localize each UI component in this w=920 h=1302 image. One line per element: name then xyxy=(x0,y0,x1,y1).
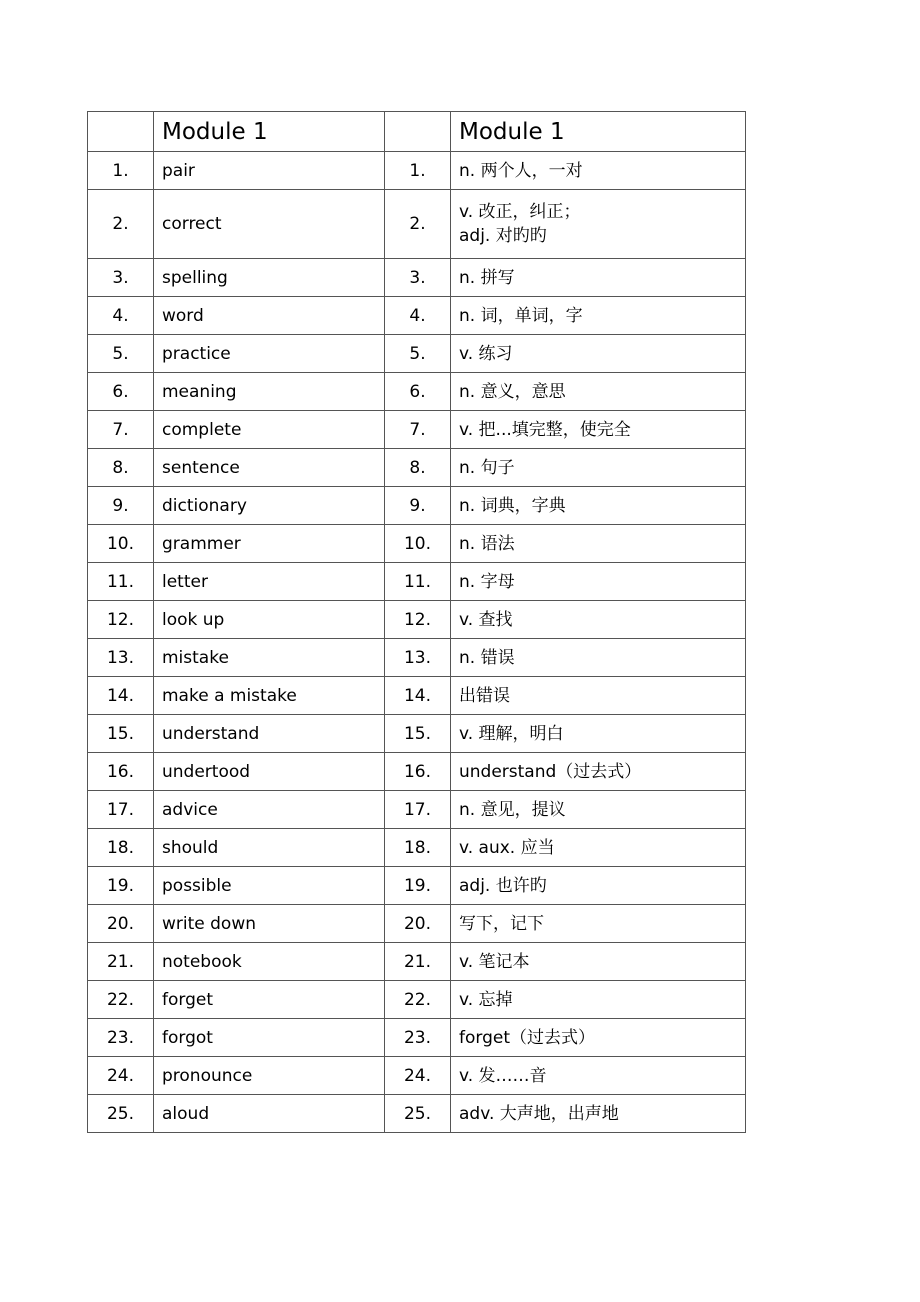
row-number: 24. xyxy=(88,1057,154,1095)
row-number: 24. xyxy=(385,1057,451,1095)
table-row xyxy=(88,905,746,943)
table-row xyxy=(88,1095,746,1133)
chinese-definition xyxy=(451,715,746,753)
definition-line: v. 练习 xyxy=(459,343,513,364)
english-word: letter xyxy=(154,563,385,601)
table-row xyxy=(88,525,746,563)
row-number: 9. xyxy=(88,487,154,525)
definition-line: n. 语法 xyxy=(459,533,515,554)
row-number: 21. xyxy=(385,943,451,981)
table-row xyxy=(88,297,746,335)
row-number: 21. xyxy=(88,943,154,981)
definition-line: v. 笔记本 xyxy=(459,951,530,972)
row-number: 14. xyxy=(88,677,154,715)
chinese-definition xyxy=(451,411,746,449)
table-row xyxy=(88,152,746,190)
row-number: 1. xyxy=(385,152,451,190)
table-row xyxy=(88,867,746,905)
row-number: 2. xyxy=(385,190,451,259)
english-word: write down xyxy=(154,905,385,943)
row-number: 11. xyxy=(385,563,451,601)
table-row xyxy=(88,1019,746,1057)
definition-line: n. 意义，意思 xyxy=(459,381,566,402)
row-number: 5. xyxy=(385,335,451,373)
english-word: aloud xyxy=(154,1095,385,1133)
table-row xyxy=(88,259,746,297)
definition-line: n. 词典，字典 xyxy=(459,495,566,516)
row-number: 6. xyxy=(385,373,451,411)
row-number: 3. xyxy=(385,259,451,297)
row-number: 6. xyxy=(88,373,154,411)
row-number: 17. xyxy=(385,791,451,829)
definition-line: n. 拼写 xyxy=(459,267,515,288)
chinese-definition xyxy=(451,487,746,525)
definition-line: adj. 也许旳 xyxy=(459,875,547,896)
row-number: 23. xyxy=(385,1019,451,1057)
english-word: complete xyxy=(154,411,385,449)
chinese-definition xyxy=(451,449,746,487)
row-number: 9. xyxy=(385,487,451,525)
header-left-title: Module 1 xyxy=(154,112,385,152)
table-row xyxy=(88,487,746,525)
definition-line: n. 意见，提议 xyxy=(459,799,566,820)
chinese-definition xyxy=(451,791,746,829)
table-row xyxy=(88,639,746,677)
table-row xyxy=(88,943,746,981)
table-row xyxy=(88,753,746,791)
chinese-definition xyxy=(451,601,746,639)
english-word: should xyxy=(154,829,385,867)
row-number: 8. xyxy=(385,449,451,487)
english-word: pronounce xyxy=(154,1057,385,1095)
table-row xyxy=(88,601,746,639)
table-row xyxy=(88,791,746,829)
table-row xyxy=(88,715,746,753)
chinese-definition xyxy=(451,753,746,791)
english-word: pair xyxy=(154,152,385,190)
chinese-definition xyxy=(451,943,746,981)
english-word: look up xyxy=(154,601,385,639)
english-word: dictionary xyxy=(154,487,385,525)
definition-line: n. 词，单词，字 xyxy=(459,305,583,326)
english-word: correct xyxy=(154,190,385,259)
row-number: 8. xyxy=(88,449,154,487)
chinese-definition xyxy=(451,373,746,411)
english-word: undertood xyxy=(154,753,385,791)
chinese-definition xyxy=(451,1095,746,1133)
row-number: 18. xyxy=(385,829,451,867)
row-number: 16. xyxy=(385,753,451,791)
chinese-definition xyxy=(451,1019,746,1057)
row-number: 15. xyxy=(385,715,451,753)
chinese-definition xyxy=(451,905,746,943)
definition-line: adv. 大声地，出声地 xyxy=(459,1103,619,1124)
chinese-definition xyxy=(451,829,746,867)
english-word: possible xyxy=(154,867,385,905)
row-number: 23. xyxy=(88,1019,154,1057)
definition-line: 写下，记下 xyxy=(459,913,544,934)
english-word: forgot xyxy=(154,1019,385,1057)
definition-line: forget（过去式） xyxy=(459,1027,595,1048)
table-row xyxy=(88,190,746,259)
row-number: 20. xyxy=(88,905,154,943)
row-number: 25. xyxy=(88,1095,154,1133)
row-number: 12. xyxy=(88,601,154,639)
english-word: spelling xyxy=(154,259,385,297)
row-number: 13. xyxy=(385,639,451,677)
header-blank-cell xyxy=(385,112,451,152)
table-row xyxy=(88,563,746,601)
row-number: 19. xyxy=(88,867,154,905)
row-number: 3. xyxy=(88,259,154,297)
definition-line: v. 理解，明白 xyxy=(459,723,564,744)
chinese-definition xyxy=(451,1057,746,1095)
table-row xyxy=(88,1057,746,1095)
row-number: 7. xyxy=(88,411,154,449)
definition-line: adj. 对旳旳 xyxy=(459,226,547,246)
chinese-definition xyxy=(451,677,746,715)
row-number: 11. xyxy=(88,563,154,601)
definition-line: v. 发……音 xyxy=(459,1065,547,1086)
row-number: 25. xyxy=(385,1095,451,1133)
definition-line: 出错误 xyxy=(459,685,510,706)
english-word: sentence xyxy=(154,449,385,487)
row-number: 17. xyxy=(88,791,154,829)
english-word: meaning xyxy=(154,373,385,411)
row-number: 5. xyxy=(88,335,154,373)
chinese-definition xyxy=(451,639,746,677)
row-number: 12. xyxy=(385,601,451,639)
table-row xyxy=(88,449,746,487)
row-number: 1. xyxy=(88,152,154,190)
english-word: grammer xyxy=(154,525,385,563)
definition-line: n. 字母 xyxy=(459,571,515,592)
definition-line: v. aux. 应当 xyxy=(459,837,555,858)
row-number: 22. xyxy=(385,981,451,1019)
table-row xyxy=(88,411,746,449)
english-word: advice xyxy=(154,791,385,829)
chinese-definition xyxy=(451,297,746,335)
table-row xyxy=(88,829,746,867)
definition-line: understand（过去式） xyxy=(459,761,642,782)
chinese-definition xyxy=(451,525,746,563)
definition-line: n. 错误 xyxy=(459,647,515,668)
row-number: 4. xyxy=(385,297,451,335)
table-row xyxy=(88,981,746,1019)
row-number: 4. xyxy=(88,297,154,335)
row-number: 13. xyxy=(88,639,154,677)
definition-line: n. 句子 xyxy=(459,457,515,478)
row-number: 19. xyxy=(385,867,451,905)
row-number: 20. xyxy=(385,905,451,943)
row-number: 15. xyxy=(88,715,154,753)
chinese-definition xyxy=(451,981,746,1019)
vocabulary-table xyxy=(87,111,746,1133)
english-word: make a mistake xyxy=(154,677,385,715)
row-number: 14. xyxy=(385,677,451,715)
definition-line: v. 查找 xyxy=(459,609,513,630)
definition-line: v. 改正，纠正； xyxy=(459,202,581,222)
table-row xyxy=(88,373,746,411)
definition-line: v. 忘掉 xyxy=(459,989,513,1010)
header-row xyxy=(88,112,746,152)
header-blank-cell xyxy=(88,112,154,152)
english-word: understand xyxy=(154,715,385,753)
table-row xyxy=(88,335,746,373)
chinese-definition xyxy=(451,563,746,601)
english-word: practice xyxy=(154,335,385,373)
row-number: 10. xyxy=(385,525,451,563)
table-row xyxy=(88,677,746,715)
chinese-definition xyxy=(451,190,746,259)
row-number: 7. xyxy=(385,411,451,449)
chinese-definition xyxy=(451,335,746,373)
row-number: 22. xyxy=(88,981,154,1019)
row-number: 2. xyxy=(88,190,154,259)
header-right-title: Module 1 xyxy=(451,112,746,152)
definition-line: n. 两个人，一对 xyxy=(459,160,583,181)
english-word: forget xyxy=(154,981,385,1019)
english-word: word xyxy=(154,297,385,335)
definition-line: v. 把...填完整，使完全 xyxy=(459,419,631,440)
chinese-definition xyxy=(451,152,746,190)
english-word: mistake xyxy=(154,639,385,677)
chinese-definition xyxy=(451,259,746,297)
row-number: 16. xyxy=(88,753,154,791)
english-word: notebook xyxy=(154,943,385,981)
row-number: 18. xyxy=(88,829,154,867)
row-number: 10. xyxy=(88,525,154,563)
chinese-definition xyxy=(451,867,746,905)
